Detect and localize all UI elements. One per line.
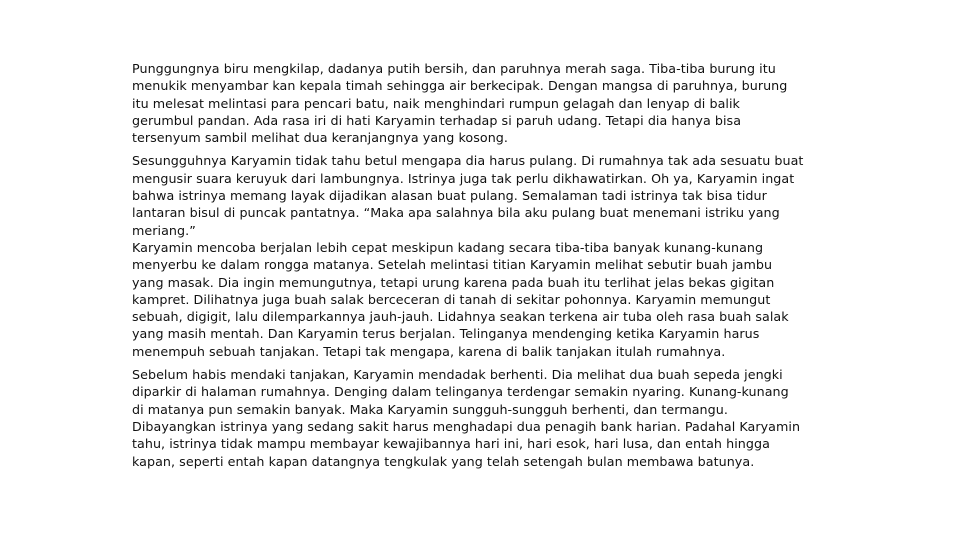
text-line: yang masih mentah. Dan Karyamin terus berjalan. Telinganya mendenging ketika Karyamin harus — [132, 326, 760, 342]
text-line: Dibayangkan istrinya yang sedang sakit harus menghadapi dua penagih bank harian. Padahal Karyamin — [132, 418, 801, 434]
text-line: sebuah, digigit, lalu dilemparkannya jauh-jauh. Lidahnya seakan terkena air tuba oleh rasa buah salak — [132, 309, 789, 325]
text-line: Sesungguhnya Karyamin tidak tahu betul mengapa dia harus pulang. Di rumahnya tak ada sesuatu buat — [132, 153, 804, 169]
text-line: tahu, istrinya tidak mampu membayar kewajibannya hari ini, hari esok, hari lusa, dan entah hingga — [132, 436, 770, 452]
text-line: tersenyum sambil melihat dua keranjangnya yang kosong. — [132, 130, 508, 146]
text-line: Sebelum habis mendaki tanjakan, Karyamin mendadak berhenti. Dia melihat dua buah sepeda jengki — [132, 367, 783, 383]
text-line: meriang.” — [132, 222, 196, 238]
text-line: bahwa istrinya memang layak dijadikan alasan buat pulang. Semalaman tadi istrinya tak bisa tidur — [132, 188, 767, 204]
text-line: kampret. Dilihatnya juga buah salak berceceran di tanah di sekitar pohonnya. Karyamin memungut — [132, 291, 771, 307]
text-line: yang masak. Dia ingin memungutnya, tetapi urung karena pada buah itu terlihat jelas bekas gigitan — [132, 274, 775, 290]
text-line: diparkir di halaman rumahnya. Denging dalam telinganya terdengar semakin nyaring. Kunang-kunang — [132, 384, 789, 400]
text-line: menukik menyambar kan kepala timah sehingga air berkecipak. Dengan mangsa di paruhnya, burung — [132, 78, 788, 94]
text-line: Karyamin mencoba berjalan lebih cepat meskipun kadang secara tiba-tiba banyak kunang-kunang — [132, 239, 764, 255]
text-line: Punggungnya biru mengkilap, dadanya putih bersih, dan paruhnya merah saga. Tiba-tiba burung itu — [132, 61, 776, 76]
text-line: itu melesat melintasi para pencari batu, naik menghindari rumpun gelagah dan lenyap di balik — [132, 95, 740, 111]
text-line: kapan, seperti entah kapan datangnya tengkulak yang telah setengah bulan membawa batunya. — [132, 453, 755, 469]
paragraph-3 — [132, 366, 812, 470]
text-line: menyerbu ke dalam rongga matanya. Setelah melintasi titian Karyamin melihat sebutir buah jambu — [132, 257, 773, 273]
text-line: menempuh sebuah tanjakan. Tetapi tak mengapa, karena di balik tanjakan itulah rumahnya. — [132, 343, 726, 359]
paragraph-2 — [132, 152, 812, 360]
document-body — [132, 60, 812, 476]
text-line: di matanya pun semakin banyak. Maka Karyamin sungguh-sungguh berhenti, dan termangu. — [132, 401, 728, 417]
text-line: lantaran bisul di puncak pantatnya. “Maka apa salahnya bila aku pulang buat menemani istriku yang — [132, 205, 780, 221]
text-line: gerumbul pandan. Ada rasa iri di hati Karyamin terhadap si paruh udang. Tetapi dia hanya bisa — [132, 112, 742, 128]
text-line: mengusir suara keruyuk dari lambungnya. Istrinya juga tak perlu dikhawatirkan. Oh ya, Karyamin ingat — [132, 170, 795, 186]
paragraph-1 — [132, 60, 812, 146]
